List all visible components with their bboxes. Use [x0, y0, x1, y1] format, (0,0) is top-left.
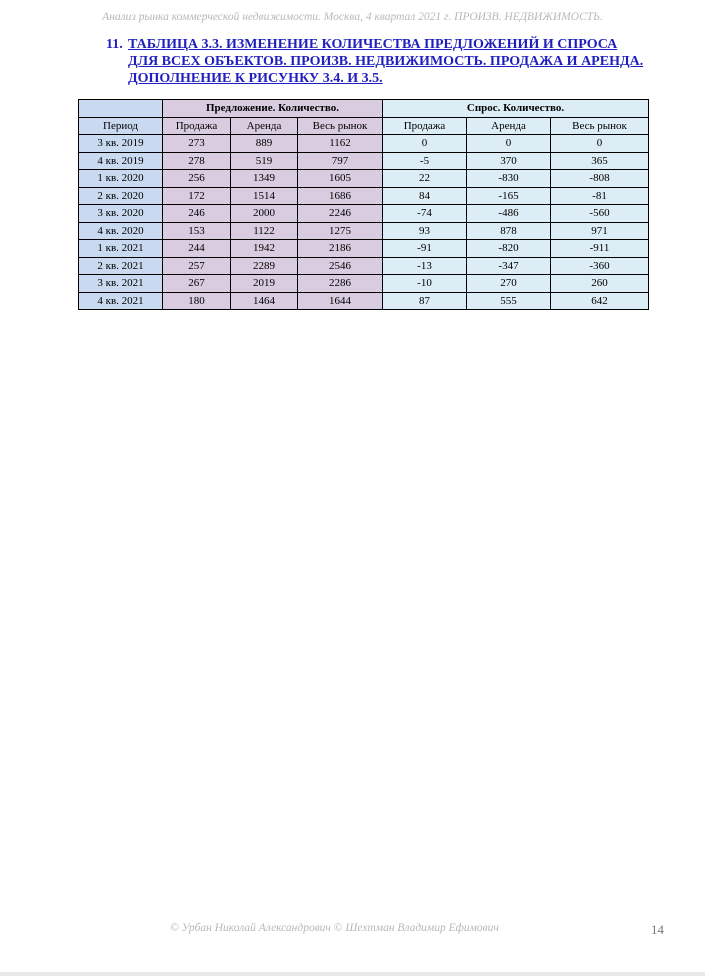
supply-rent-cell: 1122 — [231, 222, 298, 240]
demand-rent-cell: -830 — [467, 170, 551, 188]
supply-rent-cell: 889 — [231, 135, 298, 153]
column-header-demand-total: Весь рынок — [551, 117, 649, 135]
demand-total-cell: -81 — [551, 187, 649, 205]
demand-total-cell: 365 — [551, 152, 649, 170]
period-cell: 2 кв. 2021 — [79, 257, 163, 275]
period-cell: 3 кв. 2021 — [79, 275, 163, 293]
supply-rent-cell: 519 — [231, 152, 298, 170]
table-row — [79, 152, 649, 170]
supply-rent-cell: 1514 — [231, 187, 298, 205]
supply-sale-cell: 244 — [163, 240, 231, 258]
column-header-row — [79, 117, 649, 135]
supply-total-cell: 1275 — [298, 222, 383, 240]
column-header-supply-total: Весь рынок — [298, 117, 383, 135]
supply-total-cell: 2286 — [298, 275, 383, 293]
supply-sale-cell: 256 — [163, 170, 231, 188]
demand-sale-cell: 93 — [383, 222, 467, 240]
supply-sale-cell: 267 — [163, 275, 231, 293]
supply-total-cell: 1605 — [298, 170, 383, 188]
table-row — [79, 275, 649, 293]
copyright-footer: © Урбан Николай Александрович © Шехтман Владимир Ефимович — [170, 922, 499, 934]
title-line[interactable]: ДОПОЛНЕНИЕ К РИСУНКУ 3.4. И 3.5. — [128, 71, 383, 86]
demand-sale-cell: 87 — [383, 292, 467, 310]
demand-rent-cell: 878 — [467, 222, 551, 240]
table-row — [79, 292, 649, 310]
demand-total-cell: 0 — [551, 135, 649, 153]
demand-total-cell: -360 — [551, 257, 649, 275]
demand-sale-cell: 84 — [383, 187, 467, 205]
page-edge — [0, 972, 705, 976]
demand-sale-cell: -5 — [383, 152, 467, 170]
period-cell: 4 кв. 2019 — [79, 152, 163, 170]
table-row — [79, 170, 649, 188]
column-header-period: Период — [79, 117, 163, 135]
table-row — [79, 187, 649, 205]
supply-total-cell: 1686 — [298, 187, 383, 205]
table-row — [79, 135, 649, 153]
demand-sale-cell: 22 — [383, 170, 467, 188]
supply-sale-cell: 180 — [163, 292, 231, 310]
demand-rent-cell: 0 — [467, 135, 551, 153]
supply-rent-cell: 2289 — [231, 257, 298, 275]
demand-sale-cell: 0 — [383, 135, 467, 153]
supply-total-cell: 2186 — [298, 240, 383, 258]
period-cell: 4 кв. 2021 — [79, 292, 163, 310]
supply-total-cell: 797 — [298, 152, 383, 170]
demand-total-cell: -808 — [551, 170, 649, 188]
demand-total-cell: 971 — [551, 222, 649, 240]
period-cell: 3 кв. 2020 — [79, 205, 163, 223]
demand-sale-cell: -13 — [383, 257, 467, 275]
demand-group-header: Спрос. Количество. — [383, 100, 649, 118]
data-table — [78, 99, 649, 310]
running-header: Анализ рынка коммерческой недвижимости. Москва, 4 квартал 2021 г. ПРОИЗВ. НЕДВИЖИМОСТЬ. — [102, 11, 603, 23]
supply-rent-cell: 2019 — [231, 275, 298, 293]
title-line[interactable]: ТАБЛИЦА 3.3. ИЗМЕНЕНИЕ КОЛИЧЕСТВА ПРЕДЛОЖЕНИЙ И СПРОСА — [128, 37, 618, 52]
demand-sale-cell: -10 — [383, 275, 467, 293]
demand-rent-cell: -165 — [467, 187, 551, 205]
table-row — [79, 257, 649, 275]
column-header-demand-rent: Аренда — [467, 117, 551, 135]
supply-sale-cell: 273 — [163, 135, 231, 153]
supply-total-cell: 1162 — [298, 135, 383, 153]
page-number: 14 — [651, 922, 664, 937]
supply-sale-cell: 172 — [163, 187, 231, 205]
supply-sale-cell: 153 — [163, 222, 231, 240]
title-line[interactable]: ДЛЯ ВСЕХ ОБЪЕКТОВ. ПРОИЗВ. НЕДВИЖИМОСТЬ. ПРОДАЖА И АРЕНДА. — [128, 54, 644, 69]
table-row — [79, 240, 649, 258]
title-text[interactable] — [128, 36, 688, 87]
supply-rent-cell: 1464 — [231, 292, 298, 310]
demand-total-cell: -560 — [551, 205, 649, 223]
supply-total-cell: 2546 — [298, 257, 383, 275]
supply-total-cell: 2246 — [298, 205, 383, 223]
period-cell: 4 кв. 2020 — [79, 222, 163, 240]
demand-rent-cell: 270 — [467, 275, 551, 293]
demand-rent-cell: 370 — [467, 152, 551, 170]
demand-total-cell: 260 — [551, 275, 649, 293]
empty-corner-cell — [79, 100, 163, 118]
demand-rent-cell: 555 — [467, 292, 551, 310]
period-cell: 2 кв. 2020 — [79, 187, 163, 205]
column-header-demand-sale: Продажа — [383, 117, 467, 135]
supply-sale-cell: 257 — [163, 257, 231, 275]
section-number: 11. — [106, 37, 123, 52]
group-header-row — [79, 100, 649, 118]
supply-sale-cell: 246 — [163, 205, 231, 223]
demand-total-cell: 642 — [551, 292, 649, 310]
table-row — [79, 205, 649, 223]
demand-total-cell: -911 — [551, 240, 649, 258]
demand-rent-cell: -486 — [467, 205, 551, 223]
supply-group-header: Предложение. Количество. — [163, 100, 383, 118]
supply-sale-cell: 278 — [163, 152, 231, 170]
demand-rent-cell: -347 — [467, 257, 551, 275]
supply-rent-cell: 1942 — [231, 240, 298, 258]
supply-rent-cell: 2000 — [231, 205, 298, 223]
period-cell: 1 кв. 2021 — [79, 240, 163, 258]
column-header-supply-rent: Аренда — [231, 117, 298, 135]
period-cell: 1 кв. 2020 — [79, 170, 163, 188]
supply-rent-cell: 1349 — [231, 170, 298, 188]
table-row — [79, 222, 649, 240]
demand-sale-cell: -91 — [383, 240, 467, 258]
supply-total-cell: 1644 — [298, 292, 383, 310]
column-header-supply-sale: Продажа — [163, 117, 231, 135]
period-cell: 3 кв. 2019 — [79, 135, 163, 153]
demand-sale-cell: -74 — [383, 205, 467, 223]
demand-rent-cell: -820 — [467, 240, 551, 258]
